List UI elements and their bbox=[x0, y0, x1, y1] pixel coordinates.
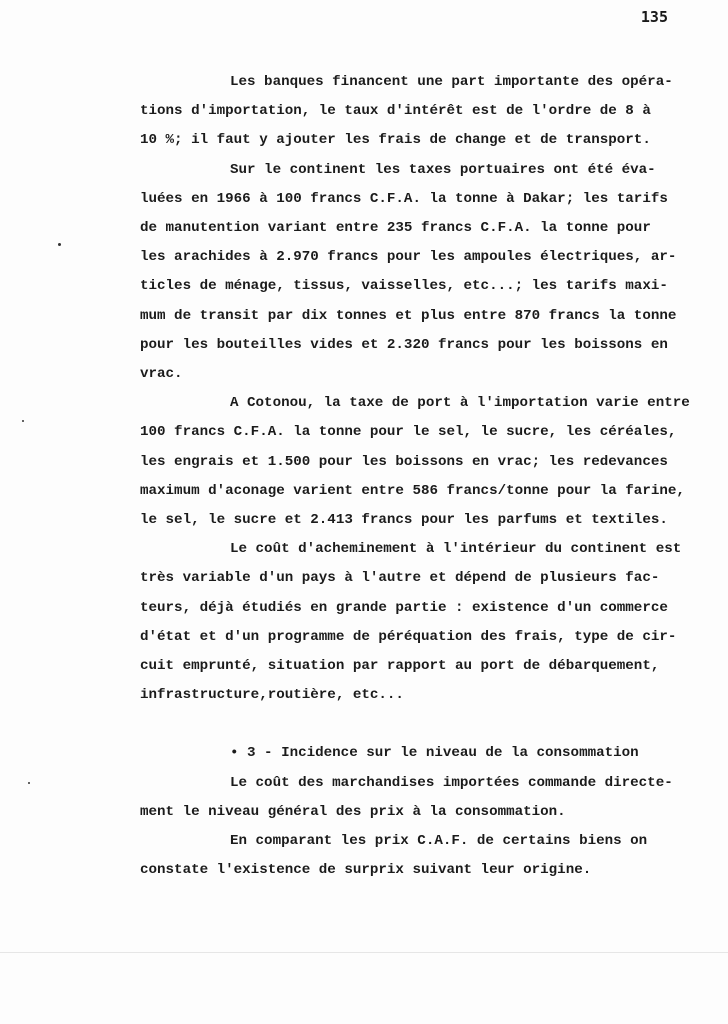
text-line: En comparant les prix C.A.F. de certains biens on bbox=[230, 833, 648, 850]
text-line: tions d'importation, le taux d'intérêt est de l'ordre de 8 à bbox=[140, 103, 651, 120]
paragraph-port-taxes-dakar bbox=[140, 156, 710, 390]
text-line: infrastructure,routière, etc... bbox=[140, 687, 404, 704]
text-line: Le coût d'acheminement à l'intérieur du continent est bbox=[230, 541, 682, 558]
text-line: les engrais et 1.500 pour les boissons en vrac; les redevances bbox=[140, 453, 668, 470]
page-number: 135 bbox=[640, 8, 668, 26]
text-line: mum de transit par dix tonnes et plus entre 870 francs la tonne bbox=[140, 307, 677, 324]
text-line: très variable d'un pays à l'autre et dépend de plusieurs fac- bbox=[140, 570, 660, 587]
body-text bbox=[140, 68, 710, 885]
text-line: 100 francs C.F.A. la tonne pour le sel, le sucre, les céréales, bbox=[140, 424, 677, 441]
text-line: le sel, le sucre et 2.413 francs pour les parfums et textiles. bbox=[140, 512, 668, 529]
scan-edge bbox=[0, 952, 728, 953]
text-line: pour les bouteilles vides et 2.320 francs pour les boissons en bbox=[140, 336, 668, 353]
text-line: 10 %; il faut y ajouter les frais de change et de transport. bbox=[140, 132, 651, 149]
paragraph-cotonou-taxes bbox=[140, 389, 710, 535]
text-line: ment le niveau général des prix à la consommation. bbox=[140, 803, 566, 820]
text-line: cuit emprunté, situation par rapport au port de débarquement, bbox=[140, 658, 660, 675]
text-line: vrac. bbox=[140, 366, 183, 383]
paragraph-bank-financing bbox=[140, 68, 710, 156]
paragraph-caf-prices bbox=[140, 827, 710, 885]
ink-speck bbox=[58, 243, 61, 246]
text-line: teurs, déjà étudiés en grande partie : existence d'un commerce bbox=[140, 599, 668, 616]
text-line: A Cotonou, la taxe de port à l'importation varie entre bbox=[230, 395, 690, 412]
text-line: Sur le continent les taxes portuaires ont été éva- bbox=[230, 161, 656, 178]
text-line: d'état et d'un programme de péréquation des frais, type de cir- bbox=[140, 628, 677, 645]
text-line: constate l'existence de surprix suivant leur origine. bbox=[140, 862, 592, 879]
text-line: luées en 1966 à 100 francs C.F.A. la tonne à Dakar; les tarifs bbox=[140, 190, 668, 207]
text-line: Les banques financent une part importante des opéra- bbox=[230, 74, 673, 90]
text-line: de manutention variant entre 235 francs C.F.A. la tonne pour bbox=[140, 220, 651, 237]
text-line: Le coût des marchandises importées commande directe- bbox=[230, 774, 673, 791]
ink-speck bbox=[28, 782, 30, 784]
section-heading: • 3 - Incidence sur le niveau de la consommation bbox=[230, 745, 639, 762]
text-line: maximum d'aconage varient entre 586 francs/tonne pour la farine, bbox=[140, 482, 685, 499]
paragraph-import-cost-prices bbox=[140, 769, 710, 827]
paragraph-inland-transport-cost bbox=[140, 535, 710, 710]
text-line: les arachides à 2.970 francs pour les ampoules électriques, ar- bbox=[140, 249, 677, 266]
ink-speck bbox=[22, 420, 24, 422]
text-line: ticles de ménage, tissus, vaisselles, etc...; les tarifs maxi- bbox=[140, 278, 668, 295]
